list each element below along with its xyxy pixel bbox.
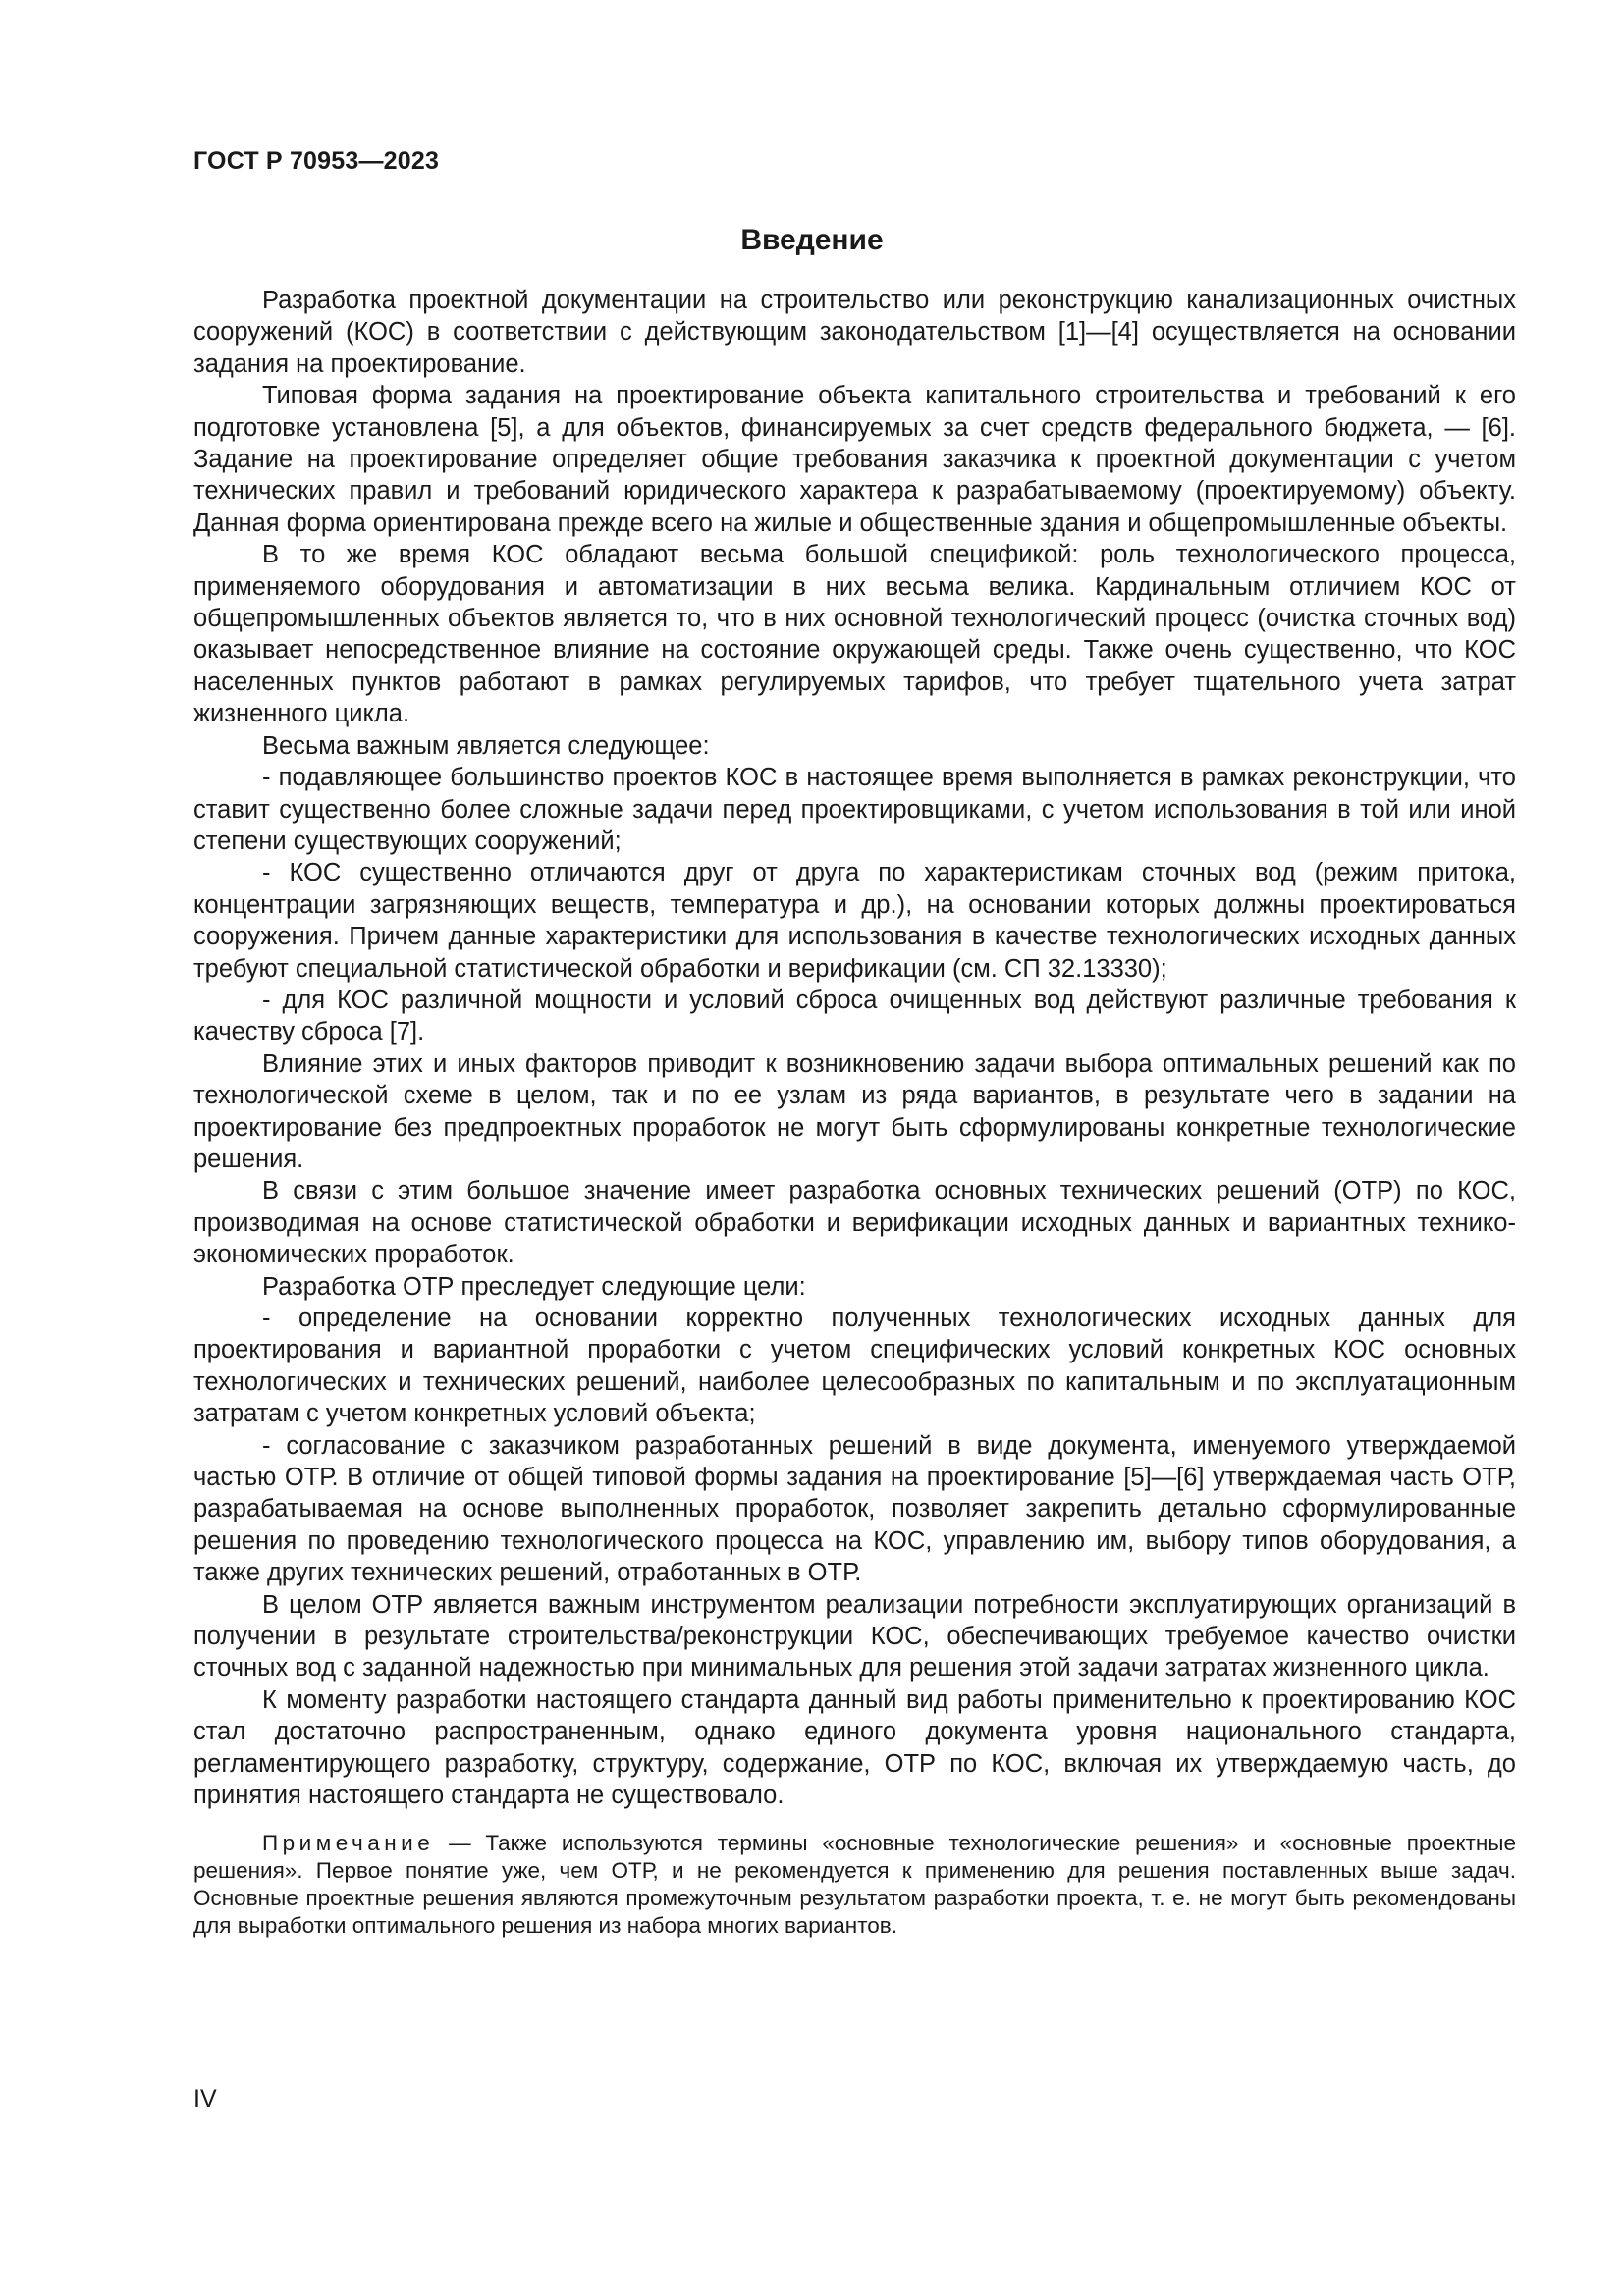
- document-code: ГОСТ Р 70953—2023: [193, 147, 440, 175]
- list-item: - подавляющее большинство проектов КОС в настоящее время выполняется в рамках реконструкции, что ставит существенно более сложные задачи перед проектировщиками, с учетом использования в той или иной степени существующих сооружений;: [193, 764, 1516, 855]
- list-item: - для КОС различной мощности и условий сброса очищенных вод действуют различные требования к качеству сброса [7].: [193, 986, 1516, 1046]
- paragraph: В связи с этим большое значение имеет разработка основных технических решений (ОТР) по КОС, производимая на основе статистической обработки и верификации исходных данных и вариантных технико-экономических проработок.: [193, 1177, 1516, 1269]
- section-title: Введение: [740, 224, 884, 256]
- paragraph: В целом ОТР является важным инструментом реализации потребности эксплуатирующих организаций в получении в результате строительства/реконструкции КОС, обеспечивающих требуемое качество очистки сточных вод с заданной надежностью при минимальных для решения этой задачи затратах жизненного цикла.: [193, 1590, 1516, 1682]
- list-item: - определение на основании корректно полученных технологических исходных данных для проектирования и вариантной проработки с учетом специфических условий конкретных КОС основных технологических и технических решений, наиболее целесообразных по капитальным и по эксплуатационным затратам с учетом конкретных условий объекта;: [193, 1305, 1516, 1428]
- list-item: - КОС существенно отличаются друг от друга по характеристикам сточных вод (режим притока, концентрации загрязняющих веществ, температура и др.), на основании которых должны проектироваться сооружения. Причем данные характеристики для использования в качестве технологических исходных данных требуют специальной статистической обработки и верификации (см. СП 32.13330);: [193, 859, 1516, 983]
- paragraph: Типовая форма задания на проектирование объекта капитального строительства и требований к его подготовке установлена [5], а для объектов, финансируемых за счет средств федерального бюджета, — [6]. Задание на проектирование определяет общие требования заказчика к проектной документации с учетом технических правил и требований юридического характера к разрабатываемому (проектируемому) объекту. Данная форма ориентирована прежде всего на жилые и общественные здания и общепромышленные объекты.: [193, 382, 1516, 537]
- body-text: [193, 285, 1516, 1940]
- paragraph: В то же время КОС обладают весьма большой спецификой: роль технологического процесса, применяемого оборудования и автоматизации в них весьма велика. Кардинальным отличием КОС от общепромышленных объектов является то, что в них основной технологический процесс (очистка сточных вод) оказывает непосредственное влияние на состояние окружающей среды. Также очень существенно, что КОС населенных пунктов работают в рамках регулируемых тарифов, что требует тщательного учета затрат жизненного цикла.: [193, 541, 1516, 728]
- page-number: IV: [193, 2085, 217, 2112]
- paragraph: Разработка ОТР преследует следующие цели:: [262, 1272, 806, 1301]
- paragraph: Разработка проектной документации на строительство или реконструкцию канализационных очистных сооружений (КОС) в соответствии с действующим законодательством [1]—[4] осуществляется на основании задания на проектирование.: [193, 287, 1516, 378]
- note: [193, 1830, 1516, 1940]
- paragraph: Весьма важным является следующее:: [262, 731, 710, 760]
- note-text: — Также используются термины «основные технологические решения» и «основные проектные решения». Первое понятие уже, чем ОТР, и не рекомендуется к применению для решения поставленных выше задач. Основные проектные решения являются промежуточным результатом разработки проекта, т. е. не могут быть рекомендованы для выработки оптимального решения из набора многих вариантов.: [193, 1830, 1516, 1938]
- paragraph: К моменту разработки настоящего стандарта данный вид работы применительно к проектированию КОС стал достаточно распространенным, однако единого документа уровня национального стандарта, регламентирующего разработку, структуру, содержание, ОТР по КОС, включая их утверждаемую часть, до принятия настоящего стандарта не существовало.: [193, 1685, 1516, 1810]
- note-label: Примечание: [262, 1830, 435, 1855]
- paragraph: Влияние этих и иных факторов приводит к возникновению задачи выбора оптимальных решений как по технологической схеме в целом, так и по ее узлам из ряда вариантов, в результате чего в задании на проектирование без предпроектных проработок не могут быть сформулированы конкретные технологические решения.: [193, 1049, 1516, 1173]
- list-item: - согласование с заказчиком разработанных решений в виде документа, именуемого утверждаемой частью ОТР. В отличие от общей типовой формы задания на проектирование [5]—[6] утверждаемая часть ОТР, разрабатываемая на основе выполненных проработок, позволяет закрепить детально сформулированные решения по проведению технологического процесса на КОС, управлению им, выбору типов оборудования, а также других технических решений, отработанных в ОТР.: [193, 1431, 1516, 1587]
